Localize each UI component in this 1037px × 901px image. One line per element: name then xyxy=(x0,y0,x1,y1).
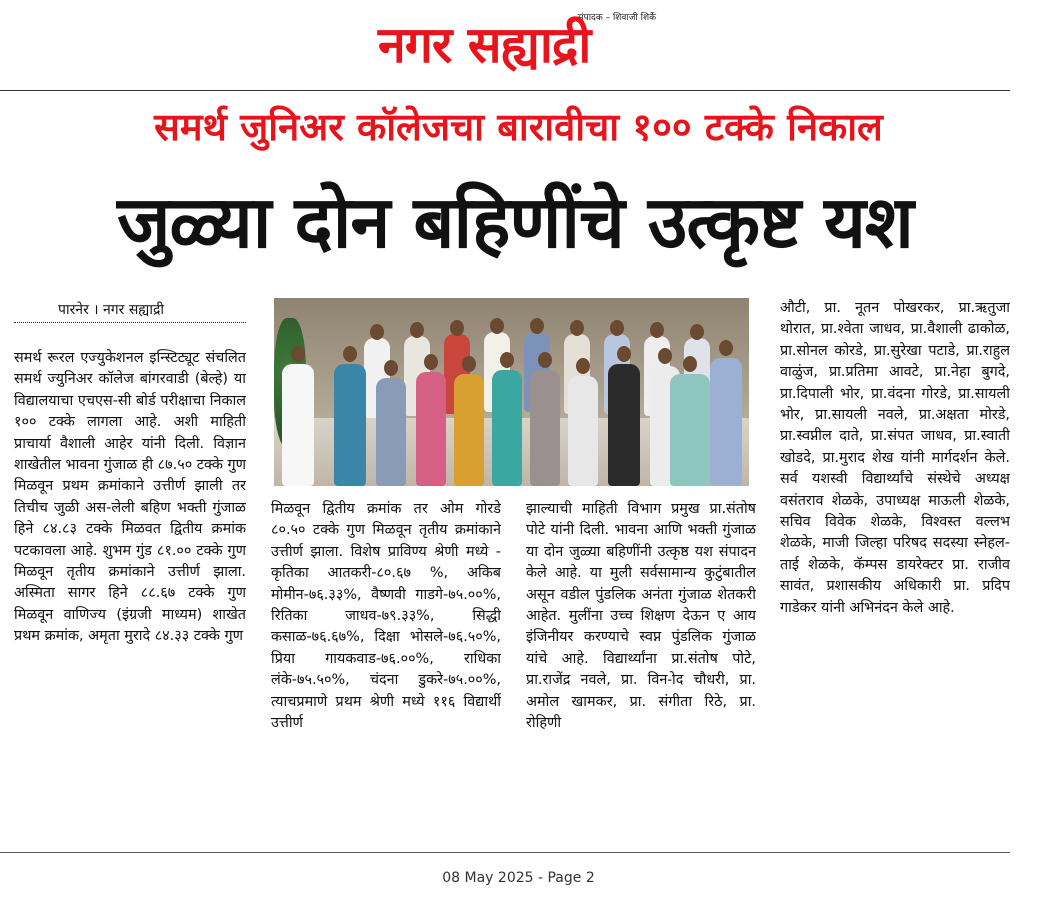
article-subheadline: समर्थ जुनिअर कॉलेजचा बारावीचा १०० टक्के निकाल xyxy=(154,105,883,149)
masthead xyxy=(370,6,670,84)
article-column-3: झाल्याची माहिती विभाग प्रमुख प्रा.संतोष पोटे यांनी दिली. भावना आणि भक्ती गुंजाळ या दोन जुळ्या बहिणींनी उत्कृष्ठ यश संपादन केले आहे. या मुली सर्वसामान्य कुटुंबातील असून वडील पुंडलिक अनंता गुंजाळ शेतकरी आहेत. मुलींना उच्च शिक्षण देऊन ए आय इंजिनीयर करण्याचे स्वप्न पुंडलिक गुंजाळ यांचे आहे. विद्यार्थ्यांना प्रा.संतोष पोटे, प्रा.राजेंद्र नवले, प्रा. विन-ोद चौधरी, प्रा. अमोल खामकर, प्रा. संगीता रिठे, प्रा. रोहिणी xyxy=(526,501,756,732)
article-dateline: पारनेर । नगर सह्याद्री xyxy=(58,302,165,318)
masthead-editor-line: संपादक – शिवाजी शिर्के xyxy=(577,13,656,23)
top-rule xyxy=(0,90,1010,91)
masthead-logo: नगर सह्याद्री xyxy=(378,16,591,74)
footer-rule xyxy=(0,852,1010,853)
page-footer: 08 May 2025 - Page 2 xyxy=(442,870,595,886)
article-photo xyxy=(274,298,749,486)
article-headline: जुळ्या दोन बहिणींचे उत्कृष्ट यश xyxy=(117,180,913,264)
article-column-4: औटी, प्रा. नूतन पोखरकर, प्रा.ऋतुजा थोरात, प्रा.श्वेता जाधव, प्रा.वैशाली ढाकोळ, प्रा.सोनल कोरडे, प्रा.सुरेखा पटाडे, प्रा.राहुल वाळुंज, प्रा.प्रतिमा आवटे, प्रा.नेहा बुगदे, प्रा.दिपाली भोर, प्रा.वंदना गोरडे, प्रा.सायली भोर, प्रा.सायली नवले, प्रा.अक्षता मोरडे, प्रा.स्वप्नील दाते, प्रा.संपत जाधव, प्रा.स्वाती खोडदे, प्रा.मुराद शेख यांनी मार्गदर्शन केले. सर्व यशस्वी विद्यार्थ्यांचे संस्थेचे अध्यक्ष वसंतराव शेळके, उपाध्यक्ष माऊली शेळके, सचिव विवेक शेळके, विश्वस्त वल्लभ शेळके, माजी जिल्हा परिषद सदस्या स्नेहल-ताई शेळके, कॅम्पस डायरेक्टर प्रा. राजीव सावंत, प्रशासकीय अधिकारी प्रा. प्रदिप गाडेकर यांनी अभिनंदन केले आहे. xyxy=(780,300,1010,616)
article-column-2: मिळवून द्वितीय क्रमांक तर ओम गोरडे ८०.५० टक्के गुण मिळवून तृतीय क्रमांकाने उत्तीर्ण झाला. विशेष प्राविण्य श्रेणी मध्ये - कृतिका आतकरी-८०.६७ %, अकिब मोमीन-७६.३३%, वैष्णवी गाडगे-७५.००%, रितिका जाधव-७९.३३%, सिद्धी कसाळ-७६.६७%, दिक्षा भोसले-७६.५०%, प्रिया गायकवाड-७६.००%, राधिका लंके-७५.५०%, चंदना डुकरे-७५.००%, त्याचप्रमाणे प्रथम श्रेणी मध्ये ११६ विद्यार्थी उत्तीर्ण xyxy=(271,501,501,732)
article-column-1: समर्थ रूरल एज्युकेशनल इन्स्टिट्यूट संचलित समर्थ ज्युनिअर कॉलेज बांगरवाडी (बेल्हे) या विद्यालयाचा एचएस-सी बोर्ड परीक्षाचा निकाल १०० टक्के लागला आहे. अशी माहिती प्राचार्या वैशाली आहेर यांनी दिली. विज्ञान शाखेतील भावना गुंजाळ ही ८७.५० टक्के गुण मिळवून प्रथम क्रमांकाने उत्तीर्ण झाली तर तिचीच जुळी अस-लेली बहिण भक्ती गुंजाळ हिने ८४.८३ टक्के मिळवत द्वितीय क्रमांक पटकावला आहे. शुभम गुंड ८१.०० टक्के गुण मिळवून तृतीय क्रमांकाने उत्तीर्ण झाला. अस्मिता सागर हिने ८८.६७ टक्के गुण मिळवून वाणिज्य (इंग्रजी माध्यम) शाखेत प्रथम क्रमांक, अमृता मुरादे ८४.३३ टक्के गुण xyxy=(14,350,246,645)
dateline-divider xyxy=(14,322,246,323)
